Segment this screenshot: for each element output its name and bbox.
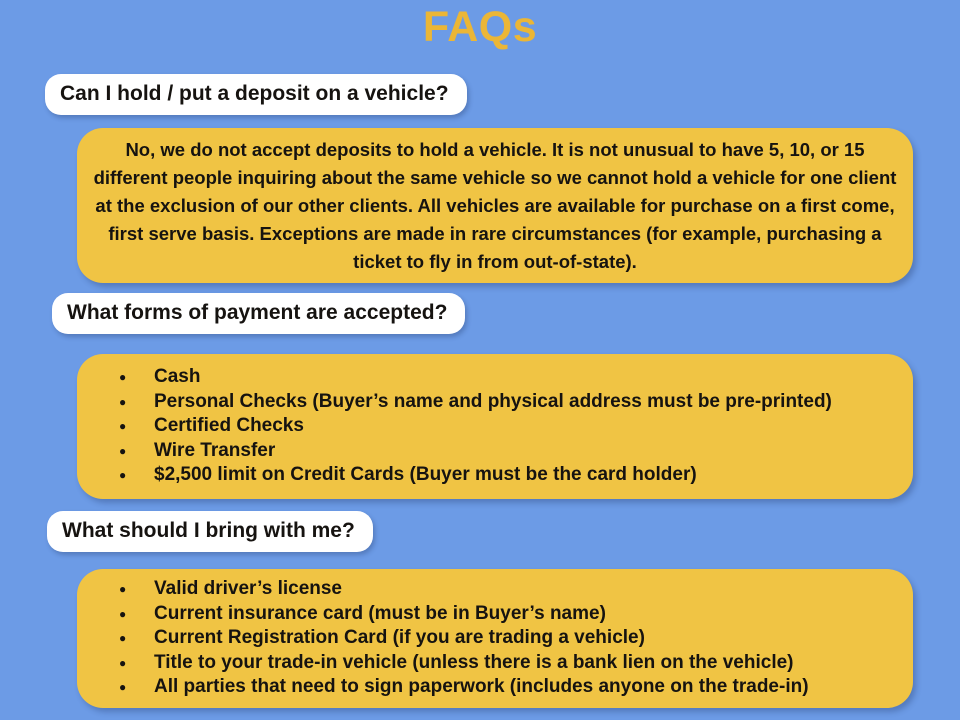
question-pill-bring [47,511,373,552]
bullet-item: ● Cash [119,365,897,390]
answer-card-bring [77,569,913,708]
bullet-item: ● Wire Transfer [119,439,897,464]
bullet-item: ● All parties that need to sign paperwork (includes anyone on the trade-in) [119,675,897,700]
page-title: FAQs [422,3,538,51]
question-label: What should I bring with me? [62,519,355,542]
question-pill-deposit [45,74,467,115]
bullet-item: ● Personal Checks (Buyer’s name and physical address must be pre-printed) [119,390,897,415]
bullet-list-bring [93,577,897,700]
answer-card-deposit [77,128,913,283]
bullet-item: ● $2,500 limit on Credit Cards (Buyer must be the card holder) [119,463,897,488]
bullet-item: ● Title to your trade-in vehicle (unless there is a bank lien on the vehicle) [119,651,897,676]
bullet-item: ● Current insurance card (must be in Buyer’s name) [119,602,897,627]
answer-text: No, we do not accept deposits to hold a vehicle. It is not unusual to have 5, 10, or 15 different people inquiring about the same vehicle so we cannot hold a vehicle for one client at the exclusion of our other clients. All vehicles are available for purchase on a first come, first serve basis. Exceptions are made in rare circumstances (for example, purchasing a ticket to fly in from out-of-state). [93,138,897,272]
bullet-item: ● Certified Checks [119,414,897,439]
question-pill-payment [52,293,465,334]
question-label: Can I hold / put a deposit on a vehicle? [60,82,449,105]
bullet-list-payment [93,365,897,488]
question-label: What forms of payment are accepted? [67,301,448,324]
answer-card-payment [77,354,913,499]
bullet-item: ● Valid driver’s license [119,577,897,602]
bullet-item: ● Current Registration Card (if you are trading a vehicle) [119,626,897,651]
